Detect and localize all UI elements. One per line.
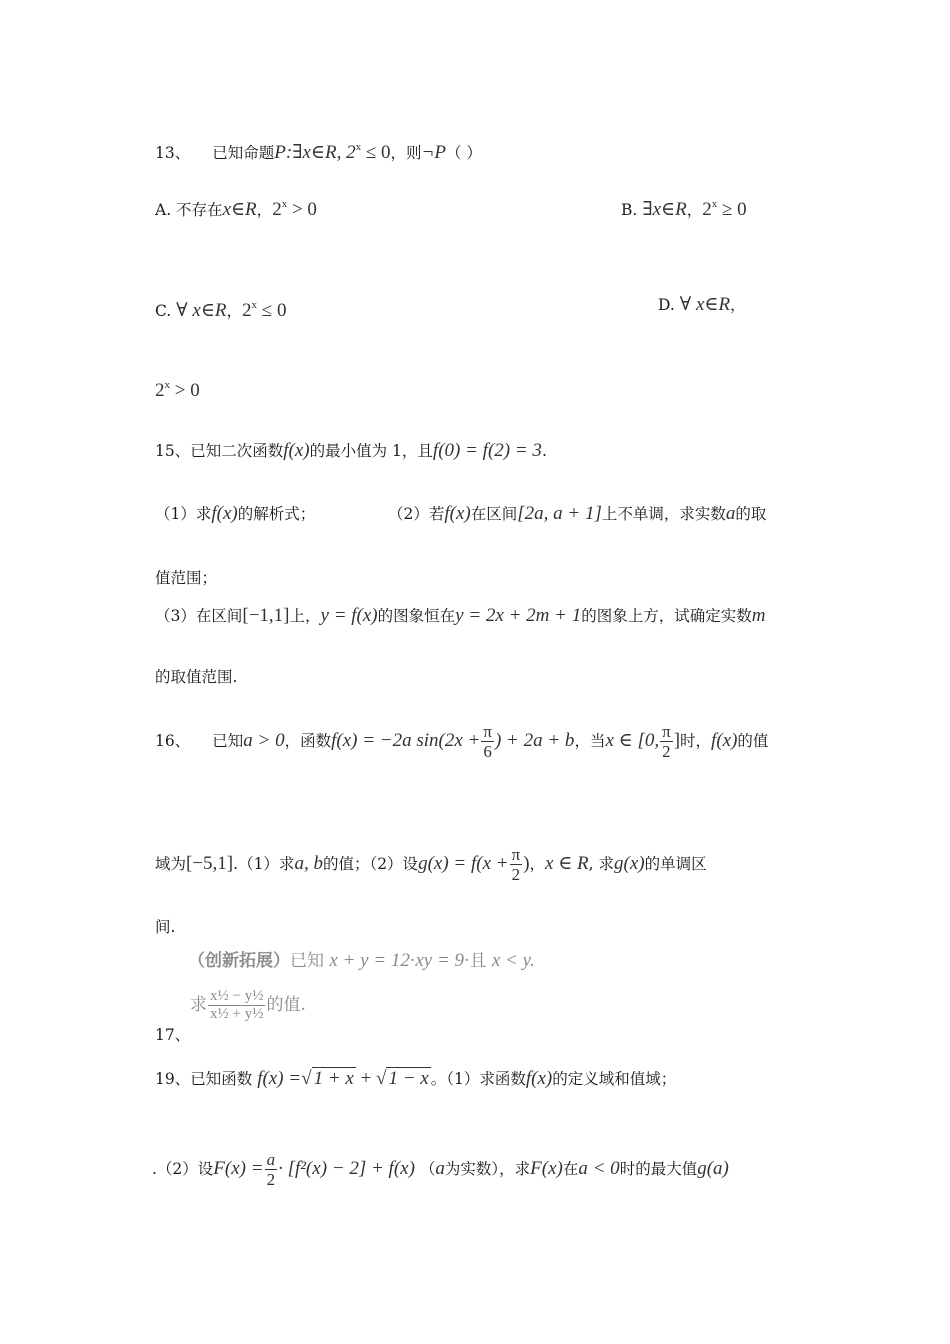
q17-image-line2: 求 $\frac{\text{x½ − y½}}{\text{x½ + y½}}$ 的值. xyxy=(190,988,306,1022)
q15-part3-continued: 的取值范围. xyxy=(155,668,238,686)
q19-number: 19、 xyxy=(155,1070,191,1088)
q13-option-d-continued: $2^x > 0$ xyxy=(155,379,200,401)
q16-function: f(x) = −2a sin(2x + $\frac{\pi}{6}$ ) + 2a + b xyxy=(331,722,575,761)
q13-number: 13、 xyxy=(155,144,191,162)
q15-part2: （2）若f(x)在区间[2a, a + 1]上不单调，求实数a的取 xyxy=(388,503,767,524)
q15-part2-continued: 值范围； xyxy=(155,569,218,587)
q19-part2: .（2）设F(x) = $\frac{a}{2}$ · [f²(x) − 2] + f(x) （a为实数），求F(x)在a < 0时的最大值g(a) xyxy=(152,1150,729,1189)
q15-number: 15、 xyxy=(155,442,191,460)
q13-option-d: D. ∀ x∈R， xyxy=(658,294,746,315)
q13-option-a: A. 不存在x∈R，$2^x > 0$ xyxy=(155,198,317,220)
q16-line3: 间. xyxy=(155,918,176,936)
q16-domain: x ∈ [0, $\frac{\pi}{2}$ ] xyxy=(605,722,681,761)
q17-number: 17、 xyxy=(155,1026,191,1044)
q16-g-function: g(x) = f(x + $\frac{\pi}{2}$ ) xyxy=(418,845,530,884)
q16-number: 16、 xyxy=(155,731,191,750)
q19-function: f(x) =√ 1 + x + √ 1 − x xyxy=(257,1068,429,1089)
q15-part3: （3）在区间[−1,1]上，y = f(x)的图象恒在y = 2x + 2m + 1的图象上方，试确定实数m xyxy=(155,605,766,626)
q17-image-line1: （创新拓展）已知 x + y = 12·xy = 9·且 x < y. xyxy=(188,950,535,971)
q15-part1: （1）求f(x)的解析式； xyxy=(155,503,316,524)
q16-stem: 16、 已知a > 0，函数f(x) = −2a sin(2x + $\frac{\pi}{6}$ ) + 2a + b，当x ∈ [0, $\frac{\pi}{2}$ ]时，f(x)的值 xyxy=(155,722,769,761)
q16-line2: 域为[−5,1].（1）求a, b的值；（2）设g(x) = f(x + $\frac{\pi}{2}$ )，x ∈ R, 求g(x)的单调区 xyxy=(155,845,707,884)
q13-negation: ¬P xyxy=(421,142,446,163)
q13-proposition: P:∃x∈R, $2^x \le 0$ xyxy=(274,141,391,163)
q19-F-function: F(x) = $\frac{a}{2}$ · [f²(x) − 2] + f(x) xyxy=(213,1150,415,1189)
q13-stem: 13、 已知命题P:∃x∈R, $2^x \le 0$，则¬P（ ） xyxy=(155,141,482,163)
q13-option-c: C. ∀ x∈R，$2^x \le 0$ xyxy=(155,299,287,321)
q13-option-b: B. ∃x∈R，$2^x \ge 0$ xyxy=(621,198,747,220)
q19-stem: 19、已知函数 f(x) =√ 1 + x + √ 1 − x 。（1）求函数f(x)的定义域和值域； xyxy=(155,1068,677,1089)
q15-stem: 15、已知二次函数f(x)的最小值为 1，且f(0) = f(2) = 3. xyxy=(155,440,547,461)
